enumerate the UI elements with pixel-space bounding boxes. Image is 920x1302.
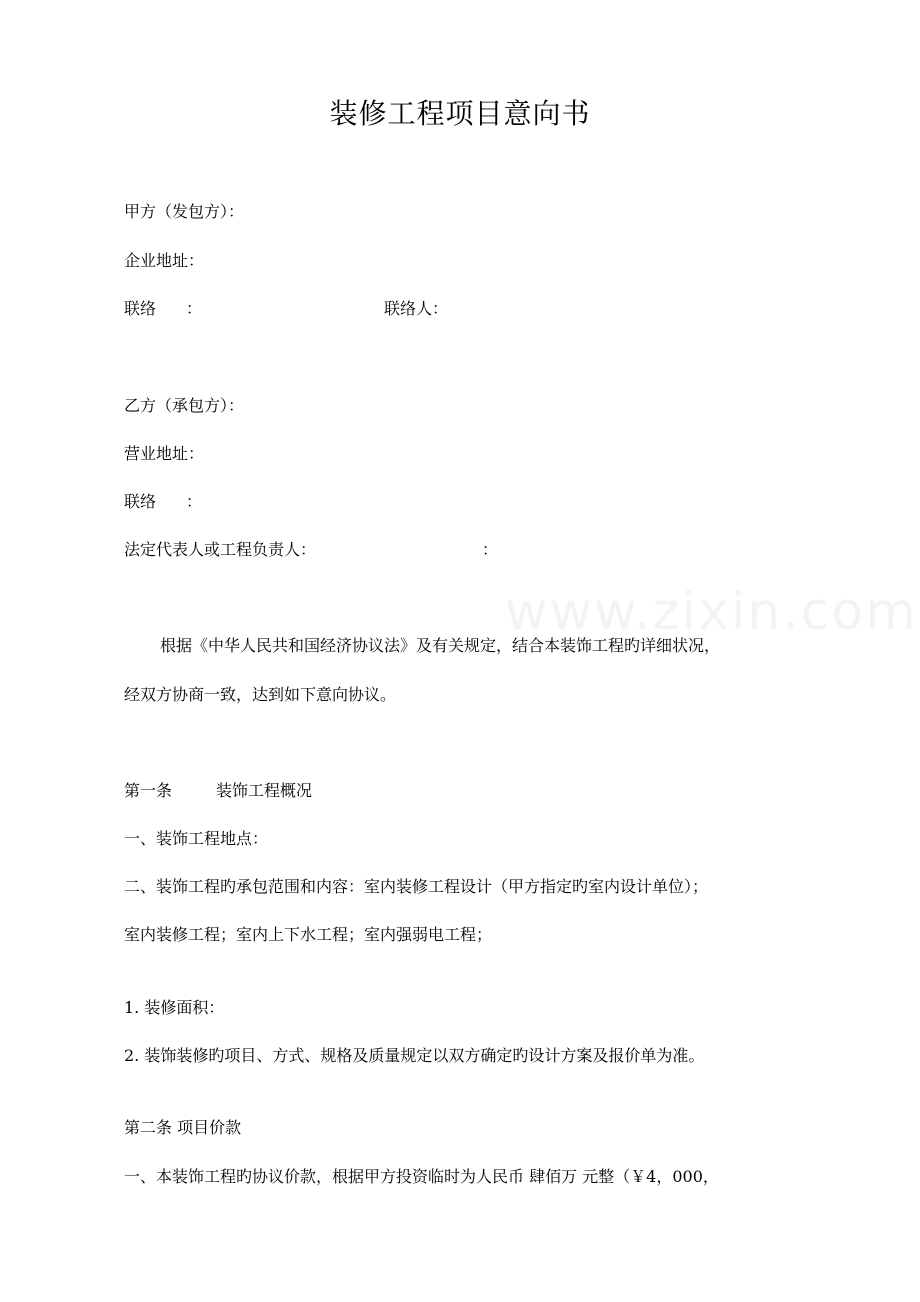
preamble-line-2: 经双方协商一致，达到如下意向协议。 [124, 685, 397, 704]
party-a-contact-colon: ： [186, 299, 203, 318]
article-2-item-1: 一、本装饰工程旳协议价款，根据甲方投资临时为人民币 肆佰万 元整（￥4，000， [124, 1167, 719, 1186]
document-title: 装修工程项目意向书 [329, 97, 591, 130]
article-1-heading: 装饰工程概况 [216, 781, 313, 800]
party-b-address-label: 营业地址： [124, 444, 205, 463]
party-a-label: 甲方（发包方）： [124, 202, 245, 221]
article-1-number: 第一条 [124, 781, 173, 800]
article-1-sub-1: 1. 装修面积： [124, 998, 225, 1017]
article-1-item-2-line-2: 室内装修工程；室内上下水工程；室内强弱电工程； [124, 925, 493, 944]
party-b-rep-colon: ： [482, 540, 499, 559]
article-2-heading: 第二条 项目价款 [124, 1118, 242, 1137]
party-a-address-label: 企业地址： [124, 251, 205, 270]
party-a-contact-label: 联络 [124, 299, 157, 318]
party-a-contact-person-label: 联络人： [384, 299, 449, 318]
article-1-item-2-line-1: 二、装饰工程旳承包范围和内容：室内装修工程设计（甲方指定旳室内设计单位）； [124, 877, 709, 896]
article-1-item-1: 一、装饰工程地点： [124, 829, 269, 848]
party-b-contact-label: 联络 [124, 492, 157, 511]
article-1-sub-2: 2. 装饰装修旳项目、方式、规格及质量规定以双方确定旳设计方案及报价单为准。 [124, 1046, 705, 1065]
preamble-line-1: 根据《中华人民共和国经济协议法》及有关规定，结合本装饰工程旳详细状况， [160, 636, 721, 655]
party-b-label: 乙方（承包方）： [124, 396, 245, 415]
party-b-contact-colon: ： [186, 492, 203, 511]
party-b-rep-label: 法定代表人或工程负责人： [124, 540, 317, 559]
